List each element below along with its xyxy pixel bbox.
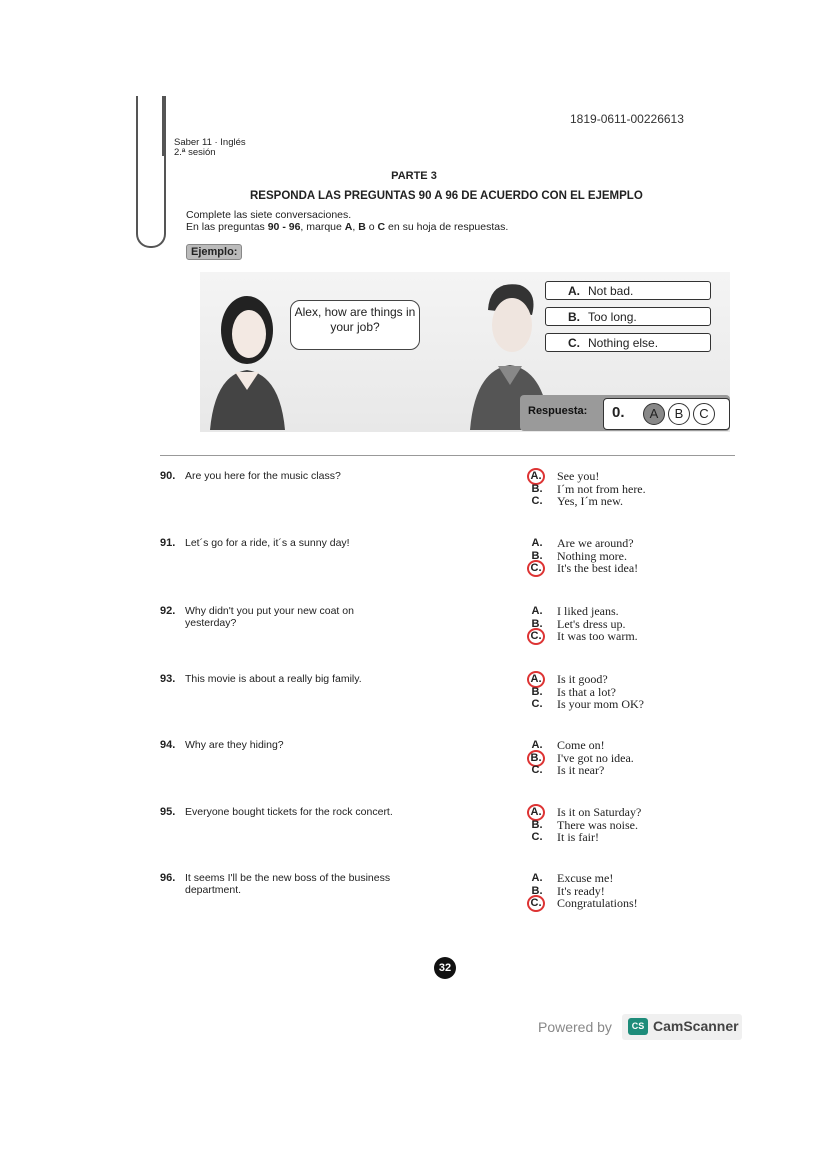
question-text: This movie is about a really big family. [185, 673, 362, 685]
document-code: 1819-0611-00226613 [570, 112, 684, 126]
question-text: Are you here for the music class? [185, 470, 341, 482]
option-letter: B. [531, 549, 543, 562]
option-letter: B. [531, 617, 543, 630]
option-letter-marked: A. [527, 671, 545, 688]
option-letter: B. [531, 884, 543, 897]
answer-bubble-b: B [668, 403, 690, 425]
option-letter: A. [531, 537, 543, 549]
option-text: Excuse me! [557, 871, 614, 885]
session: 2.ª sesión [174, 147, 216, 158]
option-letter: C. [531, 495, 543, 507]
paperclip-wire [162, 96, 164, 156]
option-text: There was noise. [557, 817, 638, 832]
option-letter-marked: B. [527, 750, 545, 767]
option-text: It was too warm. [557, 629, 638, 643]
question-number: 93. [160, 673, 176, 685]
question-number: 92. [160, 605, 176, 617]
powered-by: Powered by [538, 1019, 612, 1035]
question-number: 94. [160, 739, 176, 751]
answer-bubble-a: A [643, 403, 665, 425]
answer-number: 0. [612, 404, 625, 421]
option-text: Yes, I´m new. [557, 494, 623, 508]
question-text: Let´s go for a ride, it´s a sunny day! [185, 537, 350, 549]
option-text: Are we around? [557, 536, 634, 550]
option-letter-marked: A. [527, 804, 545, 821]
question-text: Everyone bought tickets for the rock concert. [185, 806, 393, 818]
question-number: 91. [160, 537, 176, 549]
woman-illustration [205, 290, 290, 430]
example-label: Ejemplo: [186, 244, 242, 260]
instructions [186, 209, 508, 233]
part-title: PARTE 3 [391, 170, 437, 182]
example-option-b: B. Too long. [545, 307, 711, 326]
option-letter: C. [531, 764, 543, 776]
option-text: I´m not from here. [557, 481, 646, 496]
section-heading: RESPONDA LAS PREGUNTAS 90 A 96 DE ACUERDO CON EL EJEMPLO [250, 190, 643, 202]
subject: Saber 11 · Inglés [174, 137, 246, 148]
question-number: 90. [160, 470, 176, 482]
option-text: Come on! [557, 738, 605, 752]
page-number: 32 [434, 957, 456, 979]
option-letter: C. [531, 831, 543, 843]
option-letter: A. [531, 605, 543, 617]
option-letter: A. [531, 739, 543, 751]
option-text: Is it good? [557, 672, 608, 686]
option-letter: B. [531, 685, 543, 698]
option-text: It's the best idea! [557, 561, 639, 575]
instruction-line: En las preguntas 90 - 96, marque A, B o C en su hoja de respuestas. [186, 221, 509, 233]
option-letter: A. [531, 872, 543, 884]
option-letter: C. [531, 698, 543, 710]
camscanner-icon: CS [628, 1018, 648, 1035]
question-number: 95. [160, 806, 176, 818]
speech-bubble: Alex, how are things in your job? [290, 300, 420, 350]
option-text: Is it near? [557, 763, 605, 777]
answer-bubble-c: C [693, 403, 715, 425]
question-number: 96. [160, 872, 176, 884]
question-text: It seems I'll be the new boss of the business department. [185, 872, 391, 896]
exam-header [174, 138, 246, 158]
option-text: Is it on Saturday? [557, 805, 642, 819]
option-text: Congratulations! [557, 896, 638, 910]
option-text: It's ready! [557, 883, 605, 898]
option-letter-marked: A. [527, 468, 545, 485]
option-text: I've got no idea. [557, 750, 634, 765]
option-text: I liked jeans. [557, 604, 619, 618]
example-option-c: C. Nothing else. [545, 333, 711, 352]
instruction-line: Complete las siete conversaciones. [186, 209, 352, 221]
camscanner-brand: CamScanner [653, 1018, 739, 1034]
option-text: Nothing more. [557, 548, 627, 563]
option-text: See you! [557, 469, 600, 483]
option-text: Is that a lot? [557, 684, 616, 699]
question-text: Why didn't you put your new coat on yesterday? [185, 605, 354, 629]
divider [160, 455, 735, 456]
option-text: Let's dress up. [557, 616, 626, 631]
option-letter-marked: C. [527, 560, 545, 577]
example-option-a: A. Not bad. [545, 281, 711, 300]
option-letter-marked: C. [527, 895, 545, 912]
option-letter-marked: C. [527, 628, 545, 645]
answer-label: Respuesta: [528, 405, 588, 417]
option-letter: B. [531, 482, 543, 495]
option-text: It is fair! [557, 830, 599, 844]
option-text: Is your mom OK? [557, 697, 644, 711]
option-letter: B. [531, 818, 543, 831]
question-text: Why are they hiding? [185, 739, 284, 751]
